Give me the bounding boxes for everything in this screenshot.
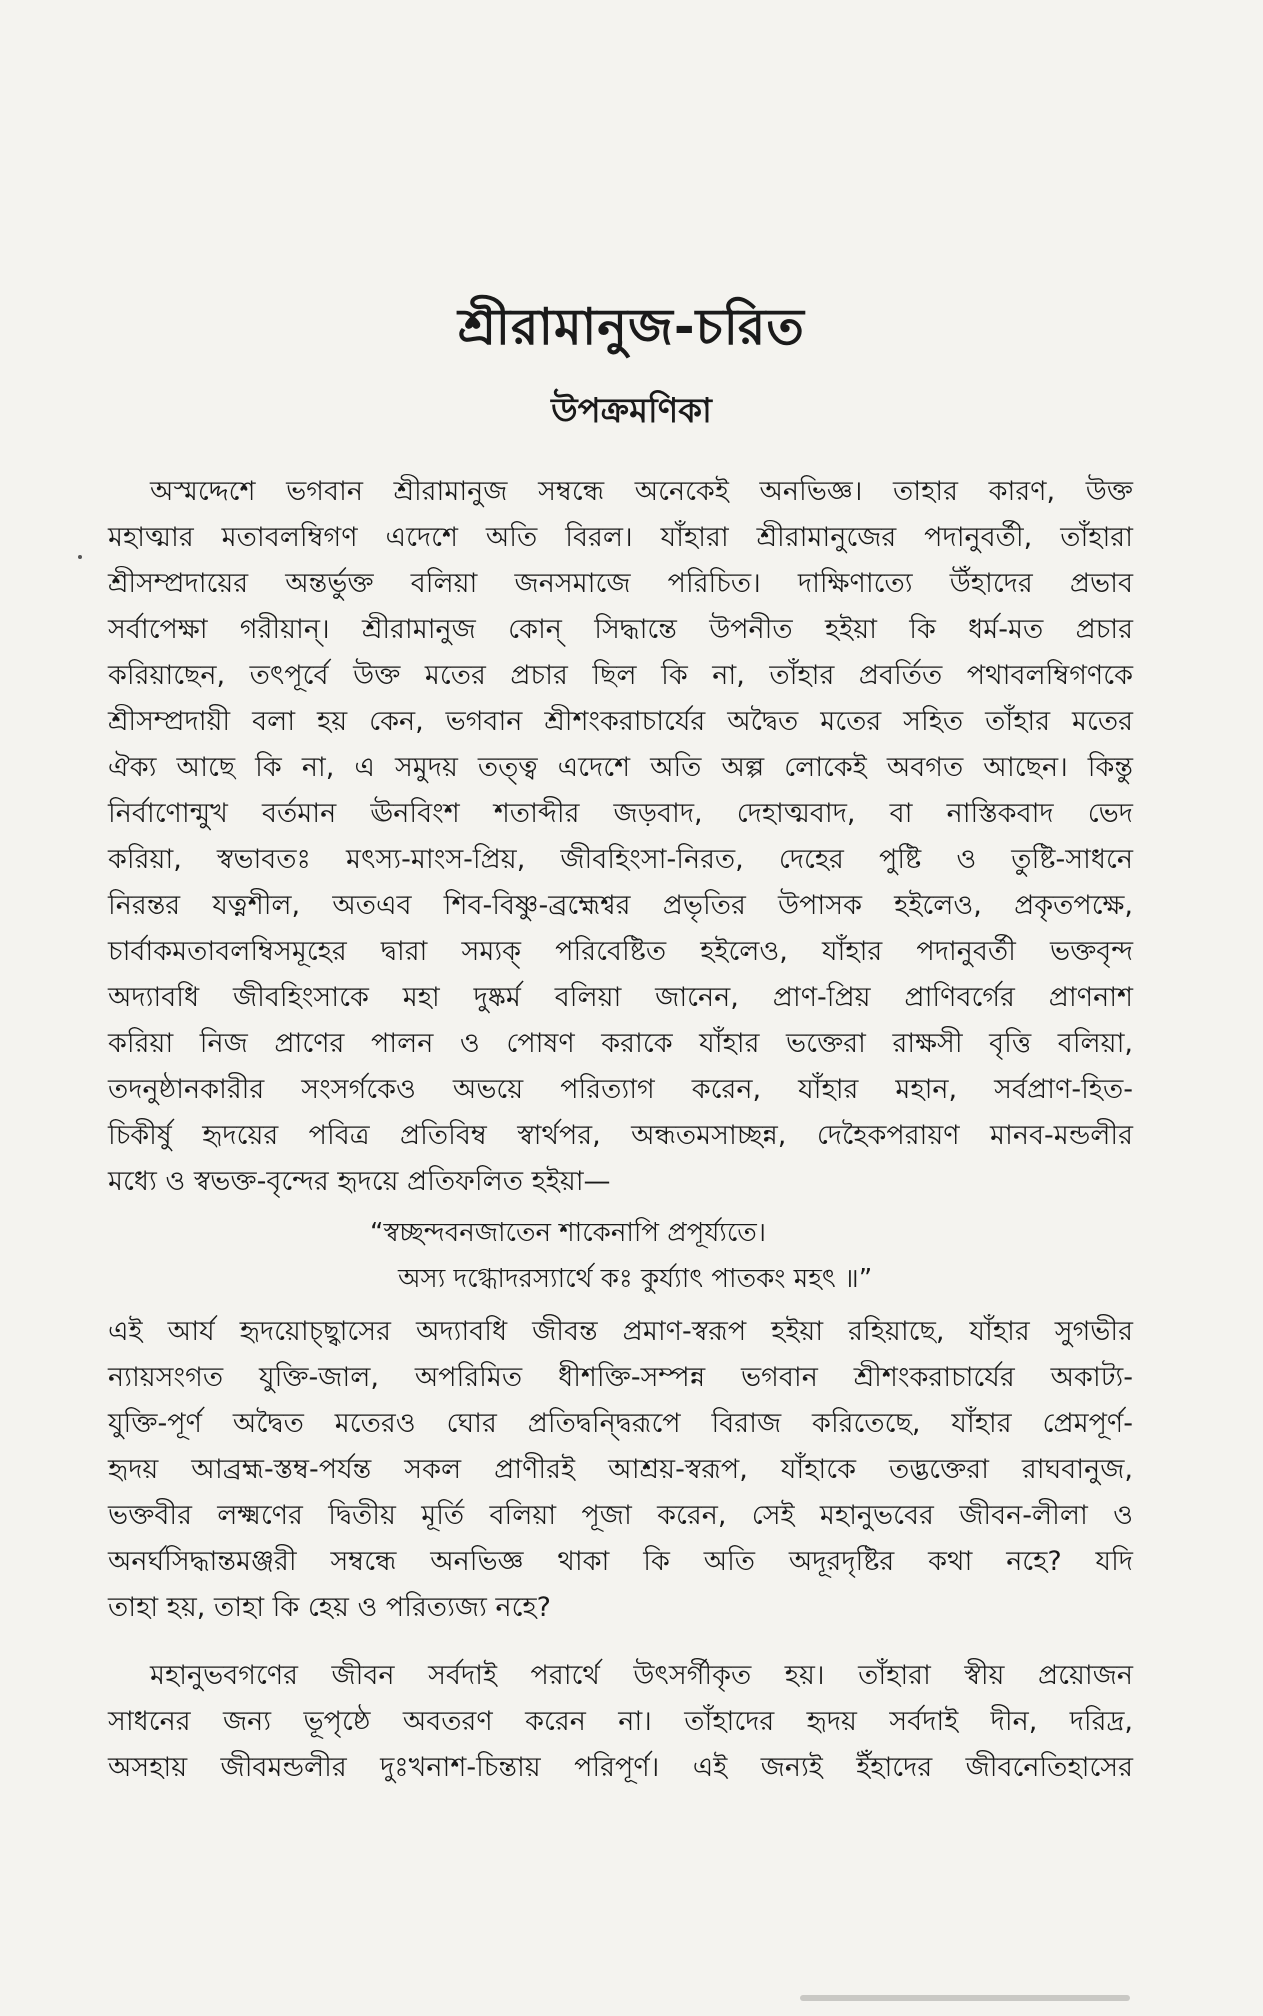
text-line: অসহায় জীবমন্ডলীর দুঃখনাশ-চিন্তায় পরিপূর্ণ। এই জন্যই ইঁহাদের জীবনেতিহাসের (108, 1752, 1133, 1783)
verse-line: “স্বচ্ছন্দবনজাতেন শাকেনাপি প্রপূর্য্যতে। (370, 1218, 767, 1248)
text-line: অস্মদ্দেশে ভগবান শ্রীরামানুজ সম্বন্ধে অনেকেই অনভিজ্ঞ। তাহার কারণ, উক্ত (150, 476, 1133, 507)
text-line: করিয়া, স্বভাবতঃ মৎস্য-মাংস-প্রিয়, জীবহিংসা-নিরত, দেহের পুষ্টি ও তুষ্টি-সাধনে (108, 844, 1133, 875)
text-line: যুক্তি-পূর্ণ অদ্বৈত মতেরও ঘোর প্রতিদ্বন্দ্বিরূপে বিরাজ করিতেছে, যাঁহার প্রেমপূর্ণ- (108, 1408, 1133, 1439)
text-line: অদ্যাবধি জীবহিংসাকে মহা দুষ্কর্ম বলিয়া জানেন, প্রাণ-প্রিয় প্রাণিবর্গের প্রাণনাশ (108, 982, 1133, 1013)
text-line: ঐক্য আছে কি না, এ সমুদয় তত্ত্ব এদেশে অতি অল্প লোকেই অবগত আছেন। কিন্তু (108, 752, 1133, 783)
text-line: এই আর্য হৃদয়োচ্ছ্বাসের অদ্যাবধি জীবন্ত প্রমাণ-স্বরূপ হইয়া রহিয়াছে, যাঁহার সুগভীর (108, 1316, 1133, 1347)
text-line: চার্বাকমতাবলম্বিসমূহের দ্বারা সম্যক্‌ পরিবেষ্টিত হইলেও, যাঁহার পদানুবর্তী ভক্তবৃন্দ (108, 936, 1133, 967)
verse-line: অস্য দগ্ধোদরস্যার্থে কঃ কুর্য্যাৎ পাতকং মহৎ ॥” (398, 1264, 873, 1294)
margin-mark (78, 555, 82, 559)
text-line: হৃদয় আব্রহ্ম-স্তম্ব-পর্যন্ত সকল প্রাণীরই আশ্রয়-স্বরূপ, যাঁহাকে তদ্ভক্তেরা রাঘবানুজ, (108, 1454, 1133, 1485)
page-title: শ্রীরামানুজ-চরিত (458, 298, 805, 356)
text-line: ভক্তবীর লক্ষ্মণের দ্বিতীয় মূর্তি বলিয়া পূজা করেন, সেই মহানুভবের জীবন-লীলা ও (108, 1500, 1133, 1531)
text-line: তদনুষ্ঠানকারীর সংসর্গকেও অভয়ে পরিত্যাগ করেন, যাঁহার মহান, সর্বপ্রাণ-হিত- (108, 1074, 1133, 1105)
text-line: সাধনের জন্য ভূপৃষ্ঠে অবতরণ করেন না। তাঁহাদের হৃদয় সর্বদাই দীন, দরিদ্র, (108, 1706, 1133, 1737)
scan-artifact (800, 1995, 1130, 2001)
text-line: শ্রীসম্প্রদায়ের অন্তর্ভুক্ত বলিয়া জনসমাজে পরিচিত। দাক্ষিণাত্যে উঁহাদের প্রভাব (108, 568, 1133, 599)
text-line: করিয়া নিজ প্রাণের পালন ও পোষণ করাকে যাঁহার ভক্তেরা রাক্ষসী বৃত্তি বলিয়া, (108, 1028, 1133, 1059)
text-line: মহাত্মার মতাবলম্বিগণ এদেশে অতি বিরল। যাঁহারা শ্রীরামানুজের পদানুবর্তী, তাঁহারা (108, 522, 1133, 553)
text-line: করিয়াছেন, তৎপূর্বে উক্ত মতের প্রচার ছিল কি না, তাঁহার প্রবর্তিত পথাবলম্বিগণকে (108, 660, 1133, 691)
text-line: ন্যায়সংগত যুক্তি-জাল, অপরিমিত ধীশক্তি-সম্পন্ন ভগবান শ্রীশংকরাচার্যের অকাট্য- (108, 1362, 1133, 1393)
chapter-subtitle: উপক্রমণিকা (551, 391, 712, 431)
text-line: শ্রীসম্প্রদায়ী বলা হয় কেন, ভগবান শ্রীশংকরাচার্যের অদ্বৈত মতের সহিত তাঁহার মতের (108, 706, 1133, 737)
text-line: অনর্ঘসিদ্ধান্তমঞ্জরী সম্বন্ধে অনভিজ্ঞ থাকা কি অতি অদূরদৃষ্টির কথা নহে? যদি (108, 1546, 1133, 1577)
text-line: নিরন্তর যত্নশীল, অতএব শিব-বিষ্ণু-ব্রহ্মেশ্বর প্রভৃতির উপাসক হইলেও, প্রকৃতপক্ষে, (108, 890, 1133, 921)
text-line: মহানুভবগণের জীবন সর্বদাই পরার্থে উৎসর্গীকৃত হয়। তাঁহারা স্বীয় প্রয়োজন (150, 1660, 1133, 1691)
text-line: তাহা হয়, তাহা কি হেয় ও পরিত্যজ্য নহে? (108, 1592, 551, 1623)
text-line: নির্বাণোন্মুখ বর্তমান ঊনবিংশ শতাব্দীর জড়বাদ, দেহাত্মবাদ, বা নাস্তিকবাদ ভেদ (108, 798, 1133, 829)
text-line: চিকীর্ষু হৃদয়ের পবিত্র প্রতিবিম্ব স্বার্থপর, অন্ধতমসাচ্ছন্ন, দেহৈকপরায়ণ মানব-মন্ডলীর (108, 1120, 1133, 1151)
text-line: সর্বাপেক্ষা গরীয়ান্‌। শ্রীরামানুজ কোন্‌ সিদ্ধান্তে উপনীত হইয়া কি ধর্ম-মত প্রচার (108, 614, 1133, 645)
text-line: মধ্যে ও স্বভক্ত-বৃন্দের হৃদয়ে প্রতিফলিত হইয়া— (108, 1166, 611, 1197)
